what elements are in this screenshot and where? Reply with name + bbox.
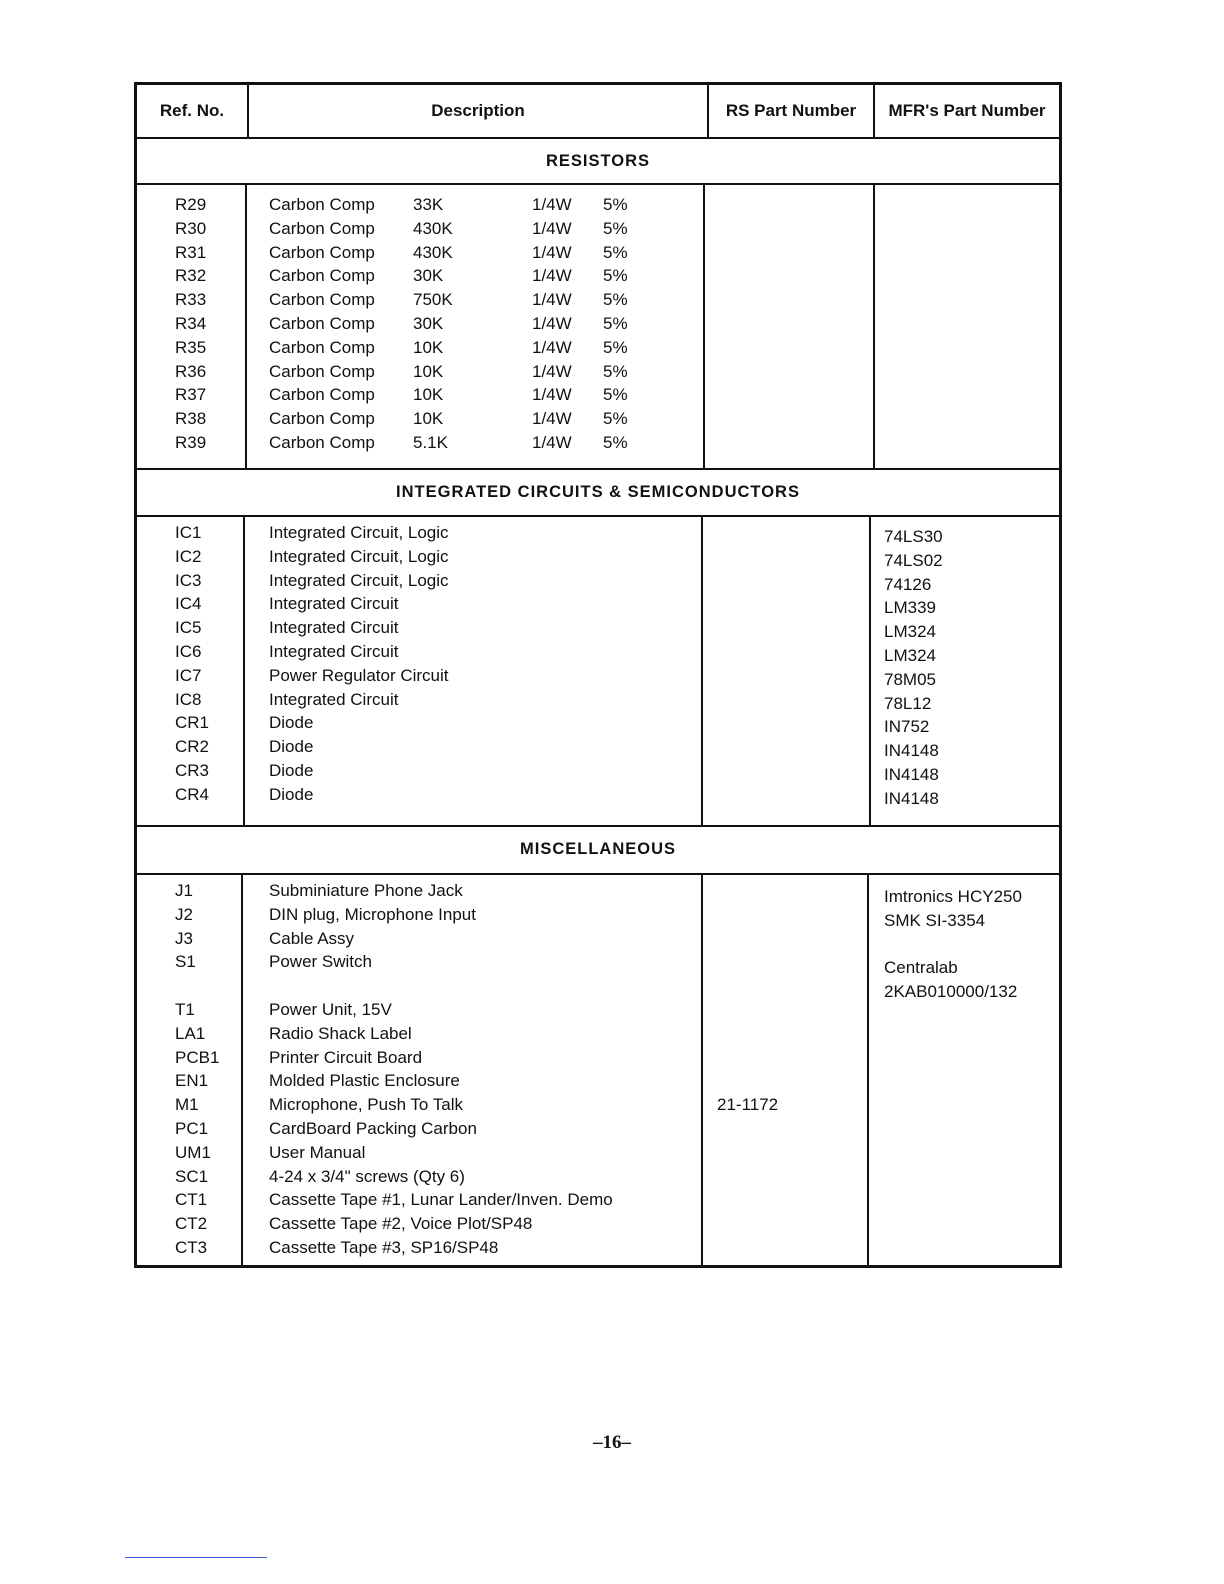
resistance-value: 10K (413, 385, 444, 405)
part-description: Cable Assy (269, 928, 355, 948)
ref-number: R37 (175, 385, 207, 405)
ref-number: CR4 (175, 784, 210, 804)
part-description: Integrated Circuit, Logic (269, 570, 449, 590)
part-description: DIN plug, Microphone Input (269, 904, 476, 924)
wattage: 1/4W (532, 361, 572, 381)
wattage: 1/4W (532, 337, 572, 357)
part-description: Microphone, Push To Talk (269, 1095, 464, 1115)
ref-number: IC4 (175, 594, 202, 614)
resistance-value: 33K (413, 195, 444, 214)
page-number: –16– (593, 1432, 631, 1453)
mfr-part-number: Imtronics HCY250 (884, 887, 1022, 906)
resistor-row (137, 431, 1059, 455)
mfr-part-number: IN752 (884, 717, 930, 737)
ref-number: S1 (175, 952, 196, 972)
mfr-part-number: SMK SI-3354 (884, 910, 986, 930)
wattage: 1/4W (532, 314, 572, 333)
misc-row (137, 1141, 1059, 1165)
part-description: Integrated Circuit, Logic (269, 546, 449, 566)
resistors-section (137, 185, 1059, 468)
tolerance: 5% (603, 409, 628, 429)
semiconductor-row (137, 664, 1059, 688)
mfr-part-number: 78L12 (884, 693, 932, 713)
part-description: Carbon Comp (269, 337, 375, 357)
resistor-row (137, 312, 1059, 336)
part-description: Power Switch (269, 952, 372, 972)
mfr-part-number: LM324 (884, 622, 936, 642)
semiconductor-row (137, 735, 1059, 759)
part-description: Carbon Comp (269, 314, 375, 333)
ref-number: R31 (175, 242, 207, 262)
ref-number: M1 (175, 1095, 199, 1115)
section-title-semiconductors: INTEGRATED CIRCUITS & SEMICONDUCTORS (396, 482, 800, 501)
ref-number: R30 (175, 218, 207, 238)
section-title-miscellaneous: MISCELLANEOUS (519, 839, 676, 858)
ref-number: PCB1 (175, 1047, 220, 1067)
misc-row (137, 998, 1059, 1022)
wattage: 1/4W (532, 290, 572, 310)
part-description: Cassette Tape #3, SP16/SP48 (269, 1238, 499, 1257)
ref-number: SC1 (175, 1166, 209, 1186)
header-divider (873, 85, 875, 137)
mfr-part-number: IN4148 (884, 788, 939, 808)
ref-number: J1 (175, 881, 193, 900)
ref-number: IC5 (175, 618, 202, 638)
header-ref-no: Ref. No. (159, 101, 225, 120)
wattage: 1/4W (532, 218, 572, 238)
wattage: 1/4W (532, 385, 572, 405)
resistor-row (137, 383, 1059, 407)
resistance-value: 750K (413, 290, 453, 310)
resistor-row (137, 264, 1059, 288)
ref-number: R38 (175, 409, 207, 429)
mfr-part-number: 74LS30 (884, 527, 943, 546)
ref-number: IC6 (175, 642, 202, 661)
header-divider (707, 85, 709, 137)
misc-row (137, 1022, 1059, 1046)
part-description: Carbon Comp (269, 361, 375, 381)
ref-number: CR1 (175, 713, 210, 733)
mfr-part-number: LM324 (884, 646, 936, 665)
resistance-value: 30K (413, 266, 444, 286)
ref-number: CT2 (175, 1214, 208, 1234)
mfr-part-number: LM339 (884, 598, 936, 618)
resistance-value: 30K (413, 314, 444, 333)
ref-number: J3 (175, 928, 193, 948)
ref-number: J2 (175, 904, 193, 924)
resistance-value: 10K (413, 409, 444, 429)
tolerance: 5% (603, 290, 628, 310)
mfr-part-number: 74126 (884, 574, 932, 594)
part-description: Integrated Circuit (269, 642, 399, 661)
ref-number: R39 (175, 433, 207, 452)
tolerance: 5% (603, 314, 628, 333)
semiconductor-row (137, 688, 1059, 712)
ref-number: R33 (175, 290, 207, 310)
mfr-part-number: Centralab (884, 958, 958, 978)
part-description: Diode (269, 737, 314, 757)
mfr-part-number: IN4148 (884, 741, 939, 761)
part-description: Subminiature Phone Jack (269, 881, 463, 900)
misc-row (137, 1165, 1059, 1189)
ref-number: IC7 (175, 665, 202, 685)
section-title-resistors: RESISTORS (545, 151, 651, 170)
semiconductor-row (137, 592, 1059, 616)
resistor-row (137, 407, 1059, 431)
part-description: 4-24 x 3/4" screws (Qty 6) (269, 1166, 465, 1186)
part-description: Radio Shack Label (269, 1023, 412, 1043)
misc-row (137, 950, 1059, 978)
ref-number: IC1 (175, 523, 202, 542)
ref-number: R36 (175, 361, 207, 381)
part-description: CardBoard Packing Carbon (269, 1119, 477, 1138)
header-divider (247, 85, 249, 137)
decorative-underline (125, 1557, 267, 1558)
wattage: 1/4W (532, 242, 572, 262)
header-description: Description (431, 101, 525, 120)
mfr-part-number: 2KAB010000/132 (884, 982, 1018, 1002)
header-mfr-part-number: MFR's Part Number (888, 101, 1046, 120)
resistor-row (137, 193, 1059, 217)
part-description: Carbon Comp (269, 218, 375, 238)
semiconductor-row (137, 545, 1059, 569)
ref-number: R29 (175, 195, 207, 214)
misc-row (137, 1212, 1059, 1236)
semiconductor-row (137, 569, 1059, 593)
semiconductor-row (137, 711, 1059, 735)
mfr-part-number: IN4148 (884, 765, 939, 784)
wattage: 1/4W (532, 433, 572, 452)
mfr-part-number: 78M05 (884, 669, 936, 689)
part-description: Cassette Tape #1, Lunar Lander/Inven. Demo (269, 1190, 613, 1210)
misc-row (137, 879, 1059, 906)
resistor-row (137, 288, 1059, 312)
ref-number: PC1 (175, 1119, 209, 1138)
part-description: Printer Circuit Board (269, 1047, 423, 1067)
resistor-row (137, 336, 1059, 360)
ref-number: CR2 (175, 737, 210, 757)
resistor-row (137, 217, 1059, 241)
part-description: Carbon Comp (269, 266, 375, 286)
misc-row (137, 974, 1059, 1002)
ref-number: IC2 (175, 546, 202, 566)
misc-row (137, 1069, 1059, 1093)
ref-number: CR3 (175, 761, 210, 780)
semiconductor-row (137, 521, 1059, 545)
resistance-value: 430K (413, 218, 453, 238)
part-description: Diode (269, 784, 314, 804)
misc-row (137, 903, 1059, 930)
part-description: Diode (269, 713, 314, 733)
part-description: Power Regulator Circuit (269, 665, 449, 685)
misc-row (137, 927, 1059, 951)
part-description: Carbon Comp (269, 385, 375, 405)
ref-number: R34 (175, 314, 207, 333)
ref-number: CT3 (175, 1238, 208, 1257)
resistor-row (137, 360, 1059, 384)
tolerance: 5% (603, 266, 628, 286)
part-description: Carbon Comp (269, 242, 375, 262)
ref-number: EN1 (175, 1071, 209, 1091)
tolerance: 5% (603, 361, 628, 381)
part-description: Carbon Comp (269, 433, 375, 452)
miscellaneous-section (137, 875, 1059, 1268)
part-description: Molded Plastic Enclosure (269, 1071, 460, 1091)
misc-row (137, 1046, 1059, 1070)
semiconductors-section (137, 517, 1059, 825)
misc-row (137, 1236, 1059, 1260)
part-description: Integrated Circuit (269, 594, 399, 614)
parts-list-table (134, 82, 1062, 1268)
semiconductor-row (137, 783, 1059, 807)
part-description: Carbon Comp (269, 290, 375, 310)
resistor-row (137, 241, 1059, 265)
misc-row (137, 1093, 1059, 1117)
resistance-value: 10K (413, 337, 444, 357)
ref-number: CT1 (175, 1190, 208, 1210)
ref-number: R35 (175, 337, 207, 357)
part-description: Diode (269, 761, 314, 780)
mfr-part-number: 74LS02 (884, 550, 943, 570)
ref-number: IC8 (175, 689, 202, 709)
part-description: Cassette Tape #2, Voice Plot/SP48 (269, 1214, 533, 1234)
wattage: 1/4W (532, 409, 572, 429)
tolerance: 5% (603, 242, 628, 262)
semiconductor-row (137, 616, 1059, 640)
rs-part-number: 21-1172 (717, 1095, 779, 1115)
tolerance: 5% (603, 385, 628, 405)
tolerance: 5% (603, 337, 628, 357)
ref-number: IC3 (175, 570, 202, 590)
part-description: Carbon Comp (269, 195, 375, 214)
ref-number: UM1 (175, 1142, 211, 1162)
part-description: Carbon Comp (269, 409, 375, 429)
part-description: User Manual (269, 1142, 366, 1162)
ref-number: R32 (175, 266, 207, 286)
misc-row (137, 1117, 1059, 1141)
part-description: Integrated Circuit, Logic (269, 523, 449, 542)
semiconductor-row (137, 759, 1059, 783)
misc-row (137, 1188, 1059, 1212)
ref-number: T1 (175, 1000, 195, 1019)
part-description: Integrated Circuit (269, 618, 399, 638)
wattage: 1/4W (532, 195, 572, 214)
semiconductor-row (137, 640, 1059, 664)
header-rs-part-number: RS Part Number (725, 101, 857, 120)
part-description: Integrated Circuit (269, 689, 399, 709)
tolerance: 5% (603, 218, 628, 238)
resistance-value: 10K (413, 361, 444, 381)
tolerance: 5% (603, 433, 628, 452)
wattage: 1/4W (532, 266, 572, 286)
resistance-value: 430K (413, 242, 453, 262)
tolerance: 5% (603, 195, 628, 214)
ref-number: LA1 (175, 1023, 206, 1043)
resistance-value: 5.1K (413, 433, 448, 452)
part-description: Power Unit, 15V (269, 1000, 392, 1019)
